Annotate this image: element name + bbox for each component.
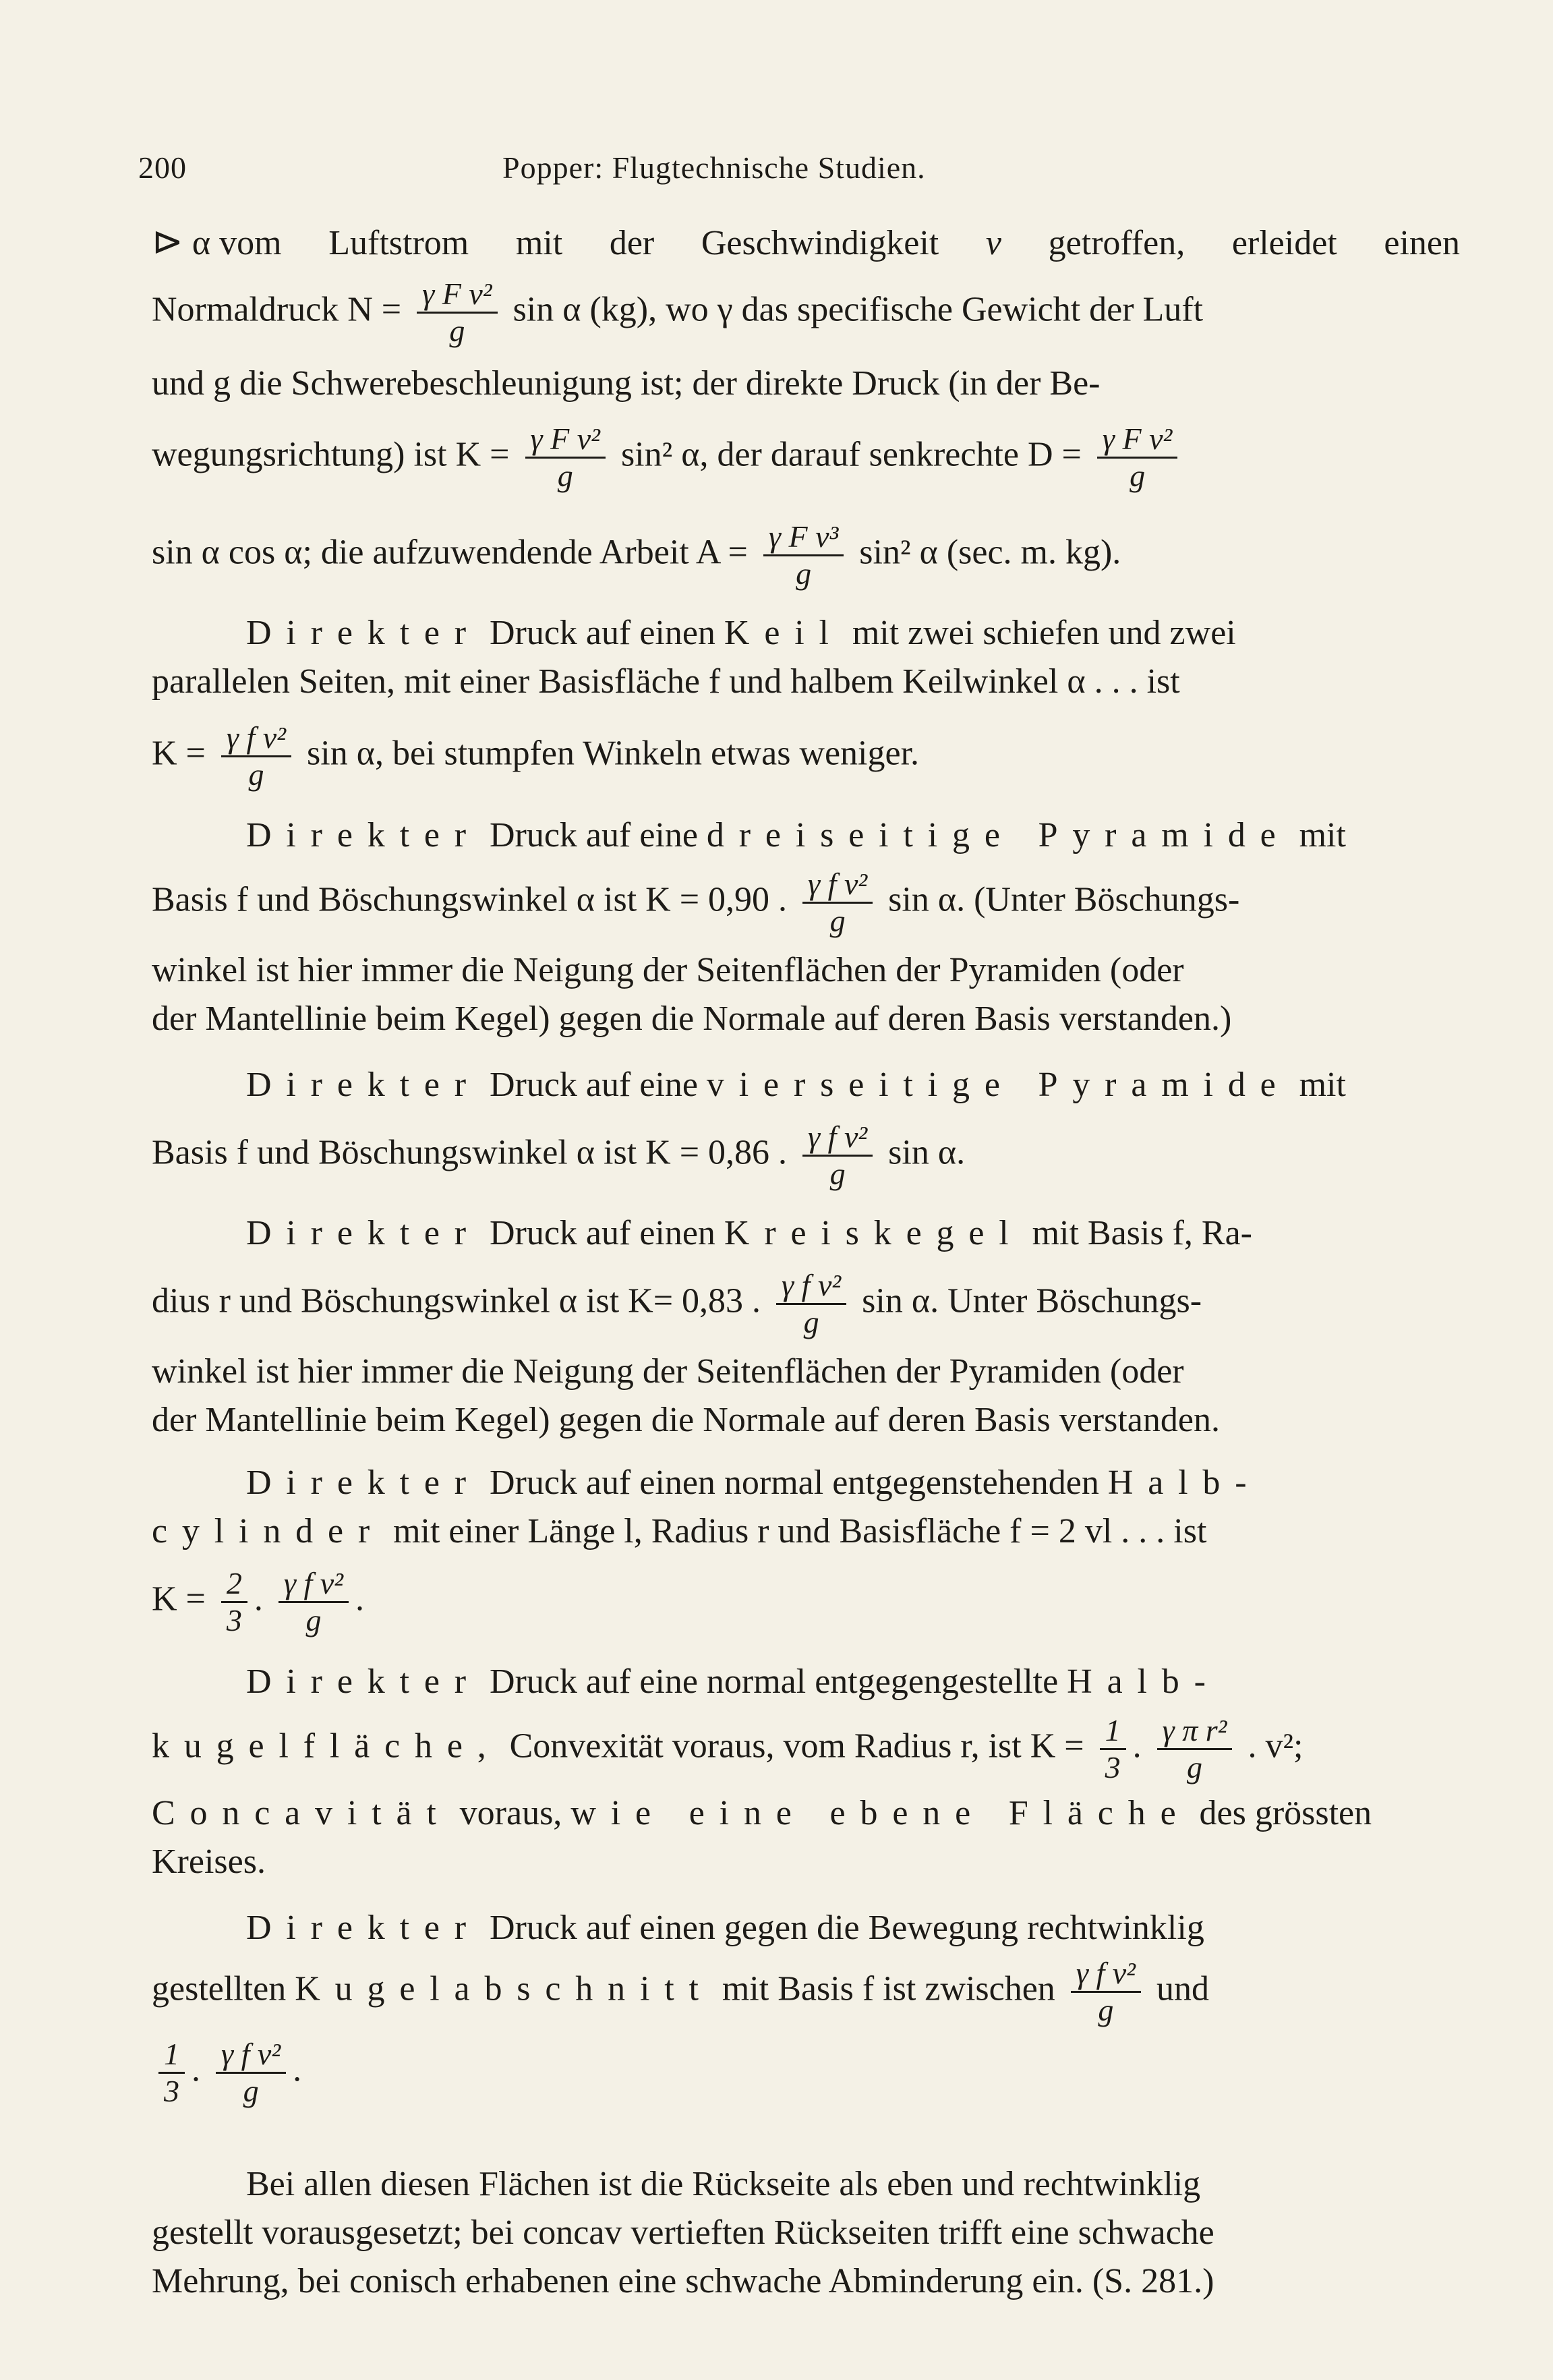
p7-line-1: Direkter Druck auf eine normal entgegengestellte Halb- — [246, 1662, 1221, 1701]
formula-fraction: $\frac{\text{γ f v²}}{g}$ — [802, 868, 873, 938]
formula-fraction: $\frac{\text{γ F v²}}{g}$ — [525, 423, 606, 493]
p8-line-2: gestellten Kugelabschnitt mit Basis f ist zwischen $\frac{\text{γ f v²}}{g}$ und — [152, 1956, 1209, 2028]
p1-line-2: Normaldruck N = $\frac{\text{γ F v²}}{g}$ sin α (kg), wo γ das specifische Gewicht der Luft — [152, 277, 1204, 349]
p6-line-2: cylinder mit einer Länge l, Radius r und Basisfläche f = 2 vl . . . ist — [152, 1512, 1207, 1550]
p1-line-5: sin α cos α; die aufzuwendende Arbeit A = $\frac{\text{γ F v³}}{g}$ sin² α (sec. m. kg). — [152, 519, 1121, 591]
formula-fraction: $\frac{\text{γ F v³}}{g}$ — [763, 521, 844, 591]
p1-line-4: wegungsrichtung) ist K = $\frac{\text{γ F v²}}{g}$ sin² α, der darauf senkrechte D = $\frac{\text{γ F v²}}{g}$ — [152, 423, 1460, 493]
page-number: 200 — [138, 150, 187, 185]
formula-fraction: $\frac{\text{γ f v²}}{g}$ — [221, 722, 291, 792]
formula-fraction: $\frac{\text{γ π r²}}{g}$ — [1157, 1714, 1233, 1784]
p3-line-4: der Mantellinie beim Kegel) gegen die Normale auf deren Basis verstanden.) — [152, 999, 1232, 1038]
formula-fraction: $\frac{\text{γ f v²}}{g}$ — [216, 2038, 286, 2108]
angle-symbol-icon: ⊳ — [152, 221, 183, 263]
p4-line-2: Basis f und Böschungswinkel α ist K = 0,86 . $\frac{\text{γ f v²}}{g}$ sin α. — [152, 1120, 966, 1192]
p7-line-2: kugelfläche, Convexität voraus, vom Radius r, ist K = $\frac{1}{3}$ . $\frac{\text{γ π r²}}{g}$ . v²; — [152, 1713, 1303, 1785]
p5-line-4: der Mantellinie beim Kegel) gegen die Normale auf deren Basis verstanden. — [152, 1401, 1220, 1439]
running-title: Popper: Flugtechnische Studien. — [502, 150, 926, 185]
p1-line-3: und g die Schwerebeschleunigung ist; der direkte Druck (in der Be- — [152, 364, 1101, 403]
p4-line-1: Direkter Druck auf eine vierseitige Pyramide mit — [246, 1066, 1346, 1104]
p8-line-3: $\frac{1}{3}$ . $\frac{\text{γ f v²}}{g}$ . — [152, 2038, 1460, 2108]
p7-line-3: Concavität voraus, wie eine ebene Fläche des grössten — [152, 1794, 1372, 1832]
formula-fraction: $\frac{\text{γ f v²}}{g}$ — [802, 1121, 873, 1191]
p6-line-1: Direkter Druck auf einen normal entgegenstehenden Halb- — [246, 1463, 1262, 1502]
p3-line-2: Basis f und Böschungswinkel α ist K = 0,90 . $\frac{\text{γ f v²}}{g}$ sin α. (Unter Böschungs- — [152, 867, 1240, 939]
p3-line-1: Direkter Druck auf eine dreiseitige Pyramide mit — [246, 816, 1346, 854]
p5-line-3: winkel ist hier immer die Neigung der Seitenflächen der Pyramiden (oder — [152, 1352, 1184, 1391]
p8-line-1: Direkter Druck auf einen gegen die Bewegung rechtwinklig — [246, 1909, 1204, 1947]
formula-fraction: $\frac{\text{γ F v²}}{g}$ — [417, 278, 497, 348]
p5-line-1: Direkter Druck auf einen Kreiskegel mit Basis f, Ra- — [246, 1214, 1252, 1252]
page-header — [138, 150, 1069, 185]
p2-line-2: parallelen Seiten, mit einer Basisfläche f und halbem Keilwinkel α . . . ist — [152, 662, 1180, 701]
p9-line-1: Bei allen diesen Flächen ist die Rückseite als eben und rechtwinklig — [246, 2165, 1201, 2203]
formula-fraction: $\frac{\text{γ f v²}}{g}$ — [776, 1269, 846, 1339]
formula-fraction: $\frac{\text{γ f v²}}{g}$ — [279, 1567, 349, 1637]
p2-line-3: K = $\frac{\text{γ f v²}}{g}$ sin α, bei stumpfen Winkeln etwas weniger. — [152, 720, 920, 792]
formula-fraction: $\frac{1}{3}$ — [158, 2038, 185, 2108]
p2-line-1: Direkter Druck auf einen Keil mit zwei schiefen und zwei — [246, 614, 1236, 652]
p5-line-2: dius r und Böschungswinkel α ist K= 0,83 . $\frac{\text{γ f v²}}{g}$ sin α. Unter Böschungs- — [152, 1268, 1202, 1340]
p9-line-3: Mehrung, bei conisch erhabenen eine schwache Abminderung ein. (S. 281.) — [152, 2262, 1214, 2300]
p3-line-3: winkel ist hier immer die Neigung der Seitenflächen der Pyramiden (oder — [152, 951, 1184, 989]
p7-line-4: Kreises. — [152, 1842, 266, 1881]
formula-fraction: $\frac{\text{γ f v²}}{g}$ — [1071, 1957, 1141, 2027]
p9-line-2: gestellt vorausgesetzt; bei concav vertieften Rückseiten trifft eine schwache — [152, 2213, 1214, 2252]
formula-fraction: $\frac{1}{3}$ — [1100, 1714, 1126, 1784]
p1-line-1: ⊳ α vom Luftstrom mit der Geschwindigkeit v getroffen, erleidet einen — [152, 221, 1460, 263]
formula-fraction: $\frac{\text{γ F v²}}{g}$ — [1097, 423, 1177, 493]
p6-line-3: K = $\frac{2}{3}$ . $\frac{\text{γ f v²}}{g}$ . — [152, 1566, 365, 1638]
formula-fraction: $\frac{2}{3}$ — [221, 1567, 247, 1637]
